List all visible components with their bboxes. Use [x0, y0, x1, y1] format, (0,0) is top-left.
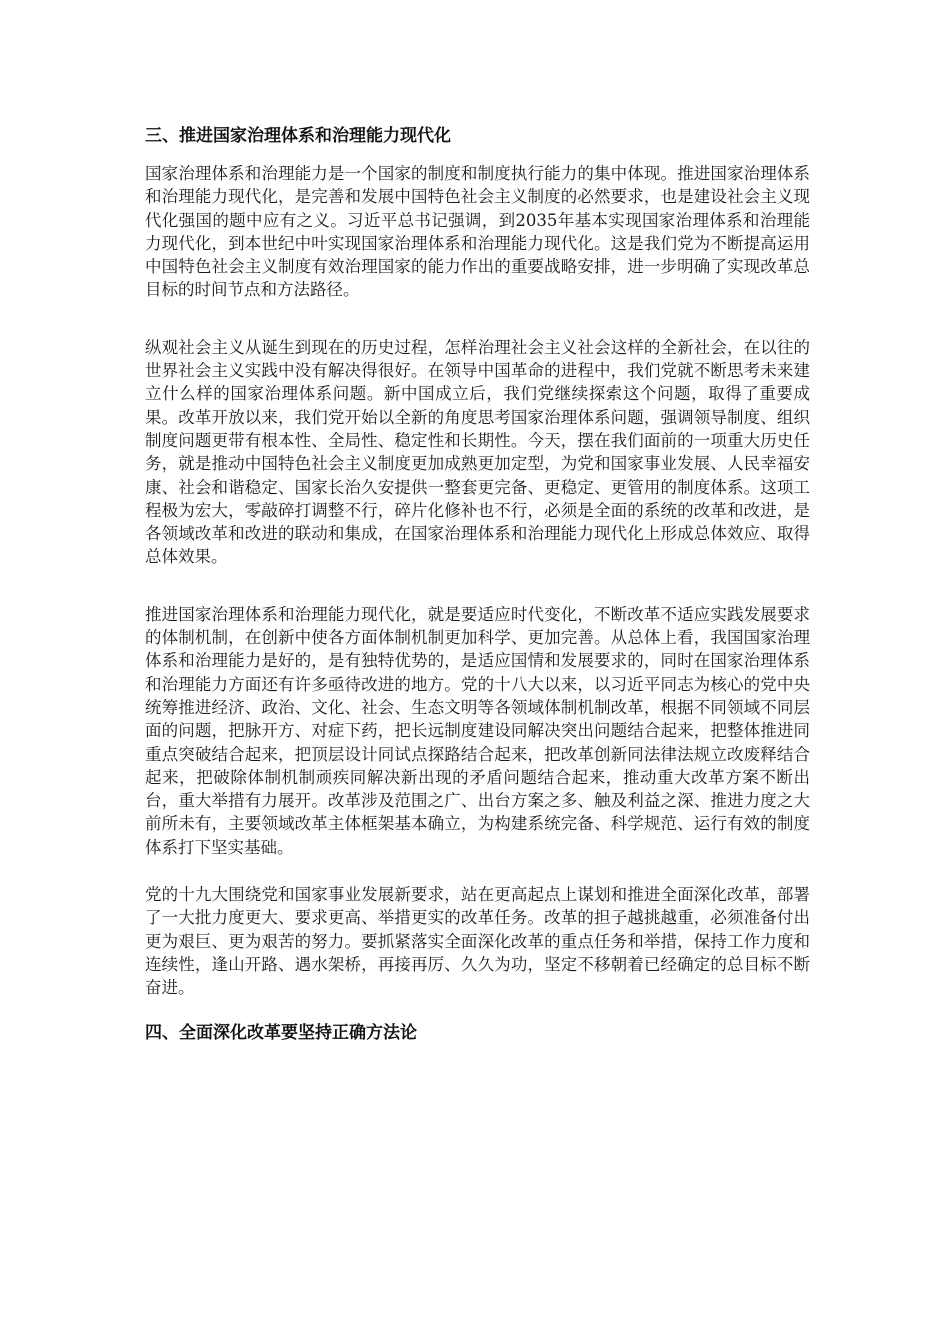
- section-heading-3: 三、推进国家治理体系和治理能力现代化: [145, 126, 451, 146]
- paragraph-gap: [145, 1000, 810, 1020]
- section-heading-4: 四、全面深化改革要坚持正确方法论: [145, 1022, 417, 1043]
- paragraph-gap: [145, 859, 810, 883]
- paragraph-1: 国家治理体系和治理能力是一个国家的制度和制度执行能力的集中体现。推进国家治理体系和治理能力现代化，是完善和发展中国特色社会主义制度的必然要求，也是建设社会主义现代化强国的题中应有之义。习近平总书记强调，到2035年基本实现国家治理体系和治理能力现代化，到本世纪中叶实现国家治理体系和治理能力现代化。这是我们党为不断提高运用中国特色社会主义制度有效治理国家的能力作出的重要战略安排，进一步明确了实现改革总目标的时间节点和方法路径。: [145, 164, 810, 300]
- paragraph-4: 党的十九大围绕党和国家事业发展新要求，站在更高起点上谋划和推进全面深化改革，部署了一大批力度更大、要求更高、举措更实的改革任务。改革的担子越挑越重，必须准备付出更为艰巨、更为艰苦的努力。要抓紧落实全面深化改革的重点任务和举措，保持工作力度和连续性，逢山开路、遇水架桥，再接再厉、久久为功，坚定不移朝着已经确定的总目标不断奋进。: [145, 885, 810, 998]
- paragraph-gap: [145, 302, 810, 336]
- paragraph-3: 推进国家治理体系和治理能力现代化，就是要适应时代变化，不断改革不适应实践发展要求的体制机制，在创新中使各方面体制机制更加科学、更加完善。从总体上看，我国国家治理体系和治理能力是好的，是有独特优势的，是适应国情和发展要求的，同时在国家治理体系和治理能力方面还有许多亟待改进的地方。党的十八大以来，以习近平同志为核心的党中央统筹推进经济、政治、文化、社会、生态文明等各领域体制机制改革，根据不同领域不同层面的问题，把脉开方、对症下药，把长远制度建设同解决突出问题结合起来，把整体推进同重点突破结合起来，把顶层设计同试点探路结合起来，把改革创新同法律法规立改废释结合起来，把破除体制机制顽疾同解决新出现的矛盾问题结合起来，推动重大改革方案不断出台，重大举措有力展开。改革涉及范围之广、出台方案之多、触及利益之深、推进力度之大前所未有，主要领域改革主体框架基本确立，为构建系统完备、科学规范、运行有效的制度体系打下坚实基础。: [145, 604, 810, 857]
- paragraph-2: 纵观社会主义从诞生到现在的历史过程，怎样治理社会主义社会这样的全新社会，在以往的世界社会主义实践中没有解决得很好。在领导中国革命的进程中，我们党就不断思考未来建立什么样的国家治理体系问题。新中国成立后，我们党继续探索这个问题，取得了重要成果。改革开放以来，我们党开始以全新的角度思考国家治理体系问题，强调领导制度、组织制度问题更带有根本性、全局性、稳定性和长期性。今天，摆在我们面前的一项重大历史任务，就是推动中国特色社会主义制度更加成熟更加定型，为党和国家事业发展、人民幸福安康、社会和谐稳定、国家长治久安提供一整套更完备、更稳定、更管用的制度体系。这项工程极为宏大，零敲碎打调整不行，碎片化修补也不行，必须是全面的系统的改革和改进，是各领域改革和改进的联动和集成，在国家治理体系和治理能力现代化上形成总体效应、取得总体效果。: [145, 337, 810, 567]
- document-page: [145, 123, 810, 1059]
- paragraph-gap: [145, 569, 810, 603]
